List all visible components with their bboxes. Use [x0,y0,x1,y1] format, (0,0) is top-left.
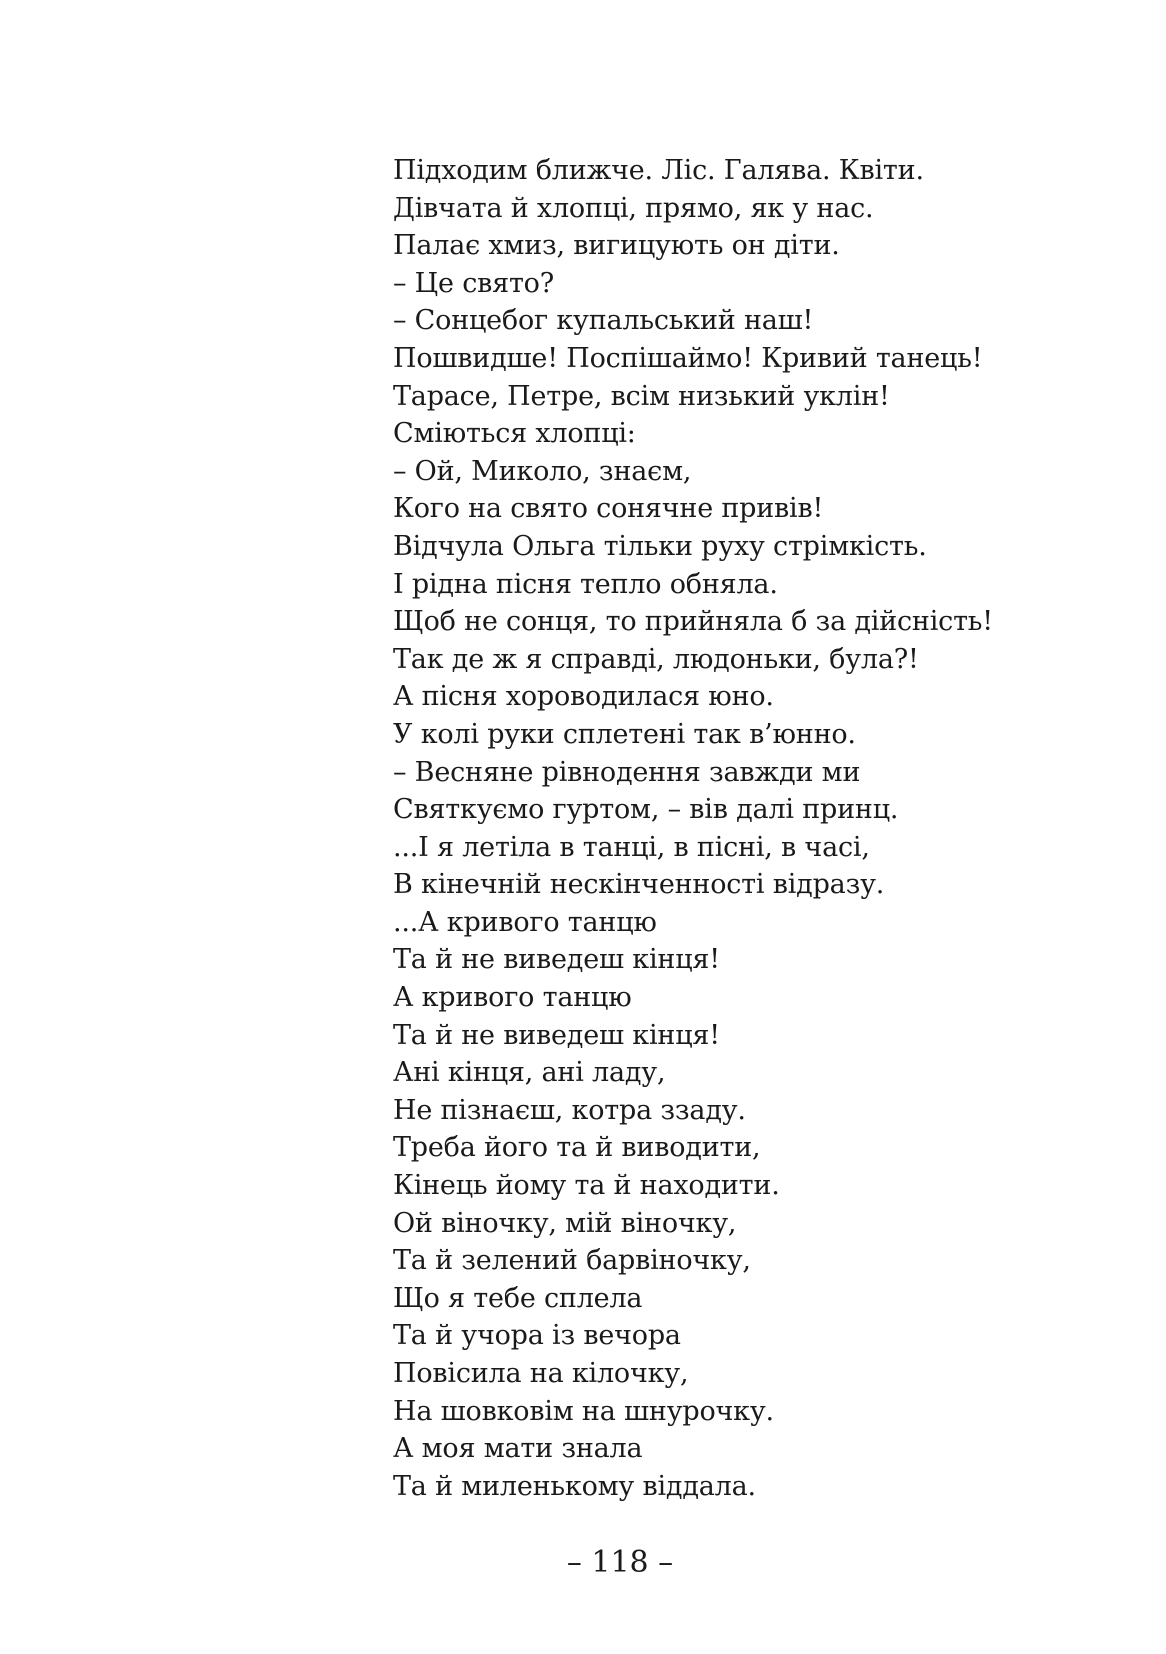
poem-line: Та й не виведеш кінця! [393,944,720,976]
poem-line: – Весняне рівнодення завжди ми [393,756,861,788]
poem-line: Та й не виведеш кінця! [393,1019,720,1051]
poem-line: – Ой, Миколо, знаєм, [393,455,692,487]
poem-text [393,152,1113,1505]
poem-line: – Сонцебог купальський наш! [393,305,814,337]
poem-line: Ані кінця, ані ладу, [393,1057,666,1089]
poem-line: Так де ж я справді, людоньки, була?! [393,643,919,675]
poem-line: Та й миленькому віддала. [393,1470,756,1502]
poem-line: Не пізнаєш, котра ззаду. [393,1094,746,1126]
poem-line: Треба його та й виводити, [393,1132,761,1164]
poem-line: У колі руки сплетені так в’юнно. [393,718,856,750]
poem-line: Що я тебе сплела [393,1282,643,1314]
poem-line: Палає хмиз, вигицують он діти. [393,230,840,262]
poem-line: А пісня хороводилася юно. [393,681,774,713]
poem-line: Тарасе, Петре, всім низький уклін! [393,380,890,412]
poem-line: Сміються хлопці: [393,418,636,450]
poem-line: Ой віночку, мій віночку, [393,1207,737,1239]
poem-line: Та й учора із вечора [393,1320,681,1352]
poem-line: Святкуємо гуртом, – вів далі принц. [393,794,899,826]
poem-line: ...А кривого танцю [393,906,657,938]
poem-line: Щоб не сонця, то прийняла б за дійсність! [393,606,993,638]
poem-line: І рідна пісня тепло обняла. [393,568,778,600]
poem-line: Кого на свято сонячне привів! [393,493,824,525]
poem-line: Відчула Ольга тільки руху стрімкість. [393,530,927,562]
poem-line: – Це свято? [393,267,555,299]
poem-line: ...І я летіла в танці, в пісні, в часі, [393,831,870,863]
poem-line: Дівчата й хлопці, прямо, як у нас. [393,192,874,224]
poem-line: Та й зелений барвіночку, [393,1245,751,1277]
poem-line: Кінець йому та й находити. [393,1170,780,1202]
poem-line: А моя мати знала [393,1433,643,1465]
poem-line: На шовковім на шнурочку. [393,1395,774,1427]
poem-line: Підходим ближче. Ліс. Галява. Квіти. [393,155,924,186]
page-number: – 118 – [566,1545,674,1580]
poem-line: Пошвидше! Поспішаймо! Кривий танець! [393,342,983,374]
poem-line: Повісила на кілочку, [393,1358,689,1389]
poem-line: В кінечній нескінченності відразу. [393,869,885,901]
poem-line: А кривого танцю [393,982,632,1014]
